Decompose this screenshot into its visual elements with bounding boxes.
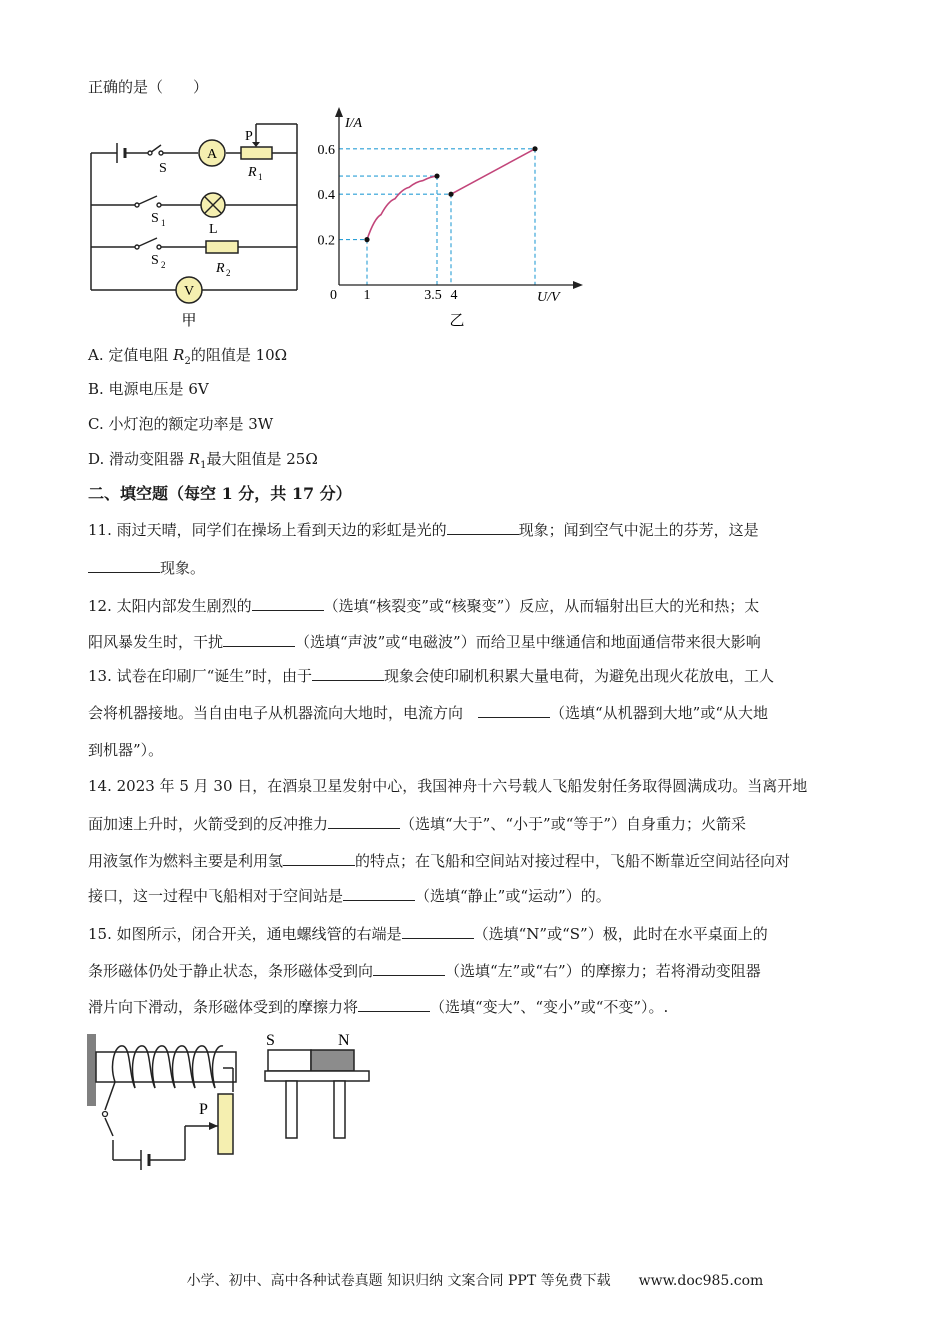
- svg-text:P: P: [199, 1101, 208, 1118]
- y-tick-label: 0.6: [317, 142, 335, 158]
- answer-blank[interactable]: [402, 924, 474, 939]
- caption-jia: 甲: [181, 313, 197, 329]
- answer-blank[interactable]: [358, 997, 430, 1012]
- answer-blank[interactable]: [343, 886, 415, 901]
- y-tick-label: 0.2: [317, 233, 335, 249]
- answer-blank[interactable]: [328, 814, 400, 829]
- svg-text:S: S: [151, 211, 159, 226]
- svg-text:A: A: [206, 147, 218, 162]
- resistor-r1: [241, 147, 272, 159]
- option-d: D. 滑动变阻器 $R_1$最大阻值是 25Ω: [88, 450, 318, 471]
- q15-line2: 条形磁体仍处于静止状态，条形磁体受到向 （选填“左”或“右”）的摩擦力；若将滑动变阻器: [88, 962, 761, 980]
- q13-line2: 会将机器接地。当自由电子从机器流向大地时，电流方向 （选填“从机器到大地”或“从大地: [88, 704, 769, 722]
- answer-blank[interactable]: [373, 961, 445, 976]
- dashed-guides: [339, 149, 535, 285]
- option-c: C. 小灯泡的额定功率是 3W: [88, 415, 274, 433]
- option-b: B. 电源电压是 6V: [88, 380, 209, 398]
- q13-line1: 13. 试卷在印刷厂“诞生”时，由于 现象会使印刷机积累大量电荷，为避免出现火花放电，工人: [88, 667, 774, 685]
- q11-line2: 现象。: [88, 558, 205, 578]
- svg-text:L: L: [209, 222, 218, 237]
- data-point: [364, 237, 369, 242]
- solenoid-diagram: [85, 1028, 385, 1183]
- series-line: [367, 176, 437, 240]
- answer-blank[interactable]: [447, 520, 519, 535]
- data-point: [532, 146, 537, 151]
- series-line: [451, 149, 535, 194]
- svg-text:P: P: [245, 129, 253, 144]
- data-point: [434, 173, 439, 178]
- table-leg-right: [334, 1081, 345, 1138]
- svg-text:2: 2: [161, 260, 166, 270]
- svg-text:1: 1: [258, 172, 263, 182]
- q11-line1: 11. 雨过天晴，同学们在操场上看到天边的彩虹是光的 现象；闻到空气中泥土的芬芳，这是: [88, 521, 759, 539]
- answer-blank[interactable]: [252, 596, 324, 611]
- q14-line3: 用液氢作为燃料主要是利用氢 的特点；在飞船和空间站对接过程中，飞船不断靠近空间站径向对: [88, 852, 791, 870]
- q12-line1: 12. 太阳内部发生剧烈的 （选填“核裂变”或“核聚变”）反应，从而辐射出巨大的光和热；太: [88, 597, 760, 615]
- y-axis-label: I/A: [345, 116, 363, 131]
- x-tick-label: 1: [363, 288, 371, 303]
- svg-text:S: S: [159, 161, 167, 176]
- y-tick-label: 0.4: [317, 188, 335, 204]
- svg-text:2: 2: [226, 268, 231, 278]
- option-a: A. 定值电阻 $R_2$的阻值是 10Ω: [88, 346, 288, 367]
- x-axis-label: U/V: [537, 290, 560, 305]
- table-top: [265, 1071, 369, 1081]
- origin-label: 0: [330, 288, 337, 303]
- bar-magnet-n: [311, 1050, 354, 1071]
- svg-text:S: S: [266, 1032, 275, 1049]
- x-tick-label: 3.5: [424, 288, 442, 303]
- wall: [87, 1034, 96, 1106]
- q15-line3: 滑片向下滑动，条形磁体受到的摩擦力将 （选填“变大”、“变小”或“不变”）。.: [88, 998, 669, 1016]
- data-point: [448, 192, 453, 197]
- slider-rheostat: [218, 1094, 233, 1154]
- question-stem-ending: 正确的是（ ）: [88, 78, 209, 96]
- svg-text:V: V: [183, 284, 195, 299]
- battery-symbol: [117, 143, 125, 163]
- x-tick-label: 4: [450, 288, 458, 303]
- q14-line2: 面加速上升时，火箭受到的反冲推力 （选填“大于”、“小于”或“等于”）自身重力；火箭采: [88, 815, 747, 833]
- svg-text:S: S: [151, 253, 159, 268]
- q12-line2: 阳风暴发生时，干扰 （选填“声波”或“电磁波”）而给卫星中继通信和地面通信带来很大影响: [88, 633, 761, 651]
- q14-line4: 接口，这一过程中飞船相对于空间站是 （选填“静止”或“运动”）的。: [88, 887, 611, 905]
- q14-line1: 14. 2023 年 5 月 30 日，在酒泉卫星发射中心，我国神舟十六号载人飞船发射任务取得圆满成功。当离开地: [88, 777, 808, 795]
- answer-blank[interactable]: [223, 632, 295, 647]
- answer-blank[interactable]: [88, 558, 160, 573]
- q15-line1: 15. 如图所示，闭合开关，通电螺线管的右端是 （选填“N”或“S”）极，此时在水平桌面上的: [88, 925, 768, 943]
- switch-s1: [137, 196, 157, 205]
- footer: 小学、初中、高中各种试卷真题 知识归纳 文案合同 PPT 等免费下载 www.doc985.com: [186, 1273, 764, 1289]
- table-leg-left: [286, 1081, 297, 1138]
- answer-blank[interactable]: [312, 666, 384, 681]
- switch: [105, 1118, 113, 1136]
- section-title: 二、填空题（每空 1 分，共 17 分）: [88, 484, 352, 503]
- answer-blank[interactable]: [283, 851, 355, 866]
- solenoid-core: [96, 1052, 236, 1082]
- iu-graph: [317, 105, 595, 335]
- q13-line3: 到机器”）。: [88, 741, 164, 759]
- svg-text:N: N: [338, 1032, 350, 1049]
- svg-text:R: R: [216, 261, 225, 276]
- circuit-diagram: [85, 118, 310, 333]
- svg-text:R: R: [248, 165, 257, 180]
- caption-yi: 乙: [449, 313, 465, 329]
- switch-s2: [137, 238, 157, 247]
- bar-magnet-s: [268, 1050, 311, 1071]
- answer-blank[interactable]: [478, 703, 550, 718]
- svg-text:1: 1: [161, 218, 166, 228]
- resistor-r2: [206, 241, 238, 253]
